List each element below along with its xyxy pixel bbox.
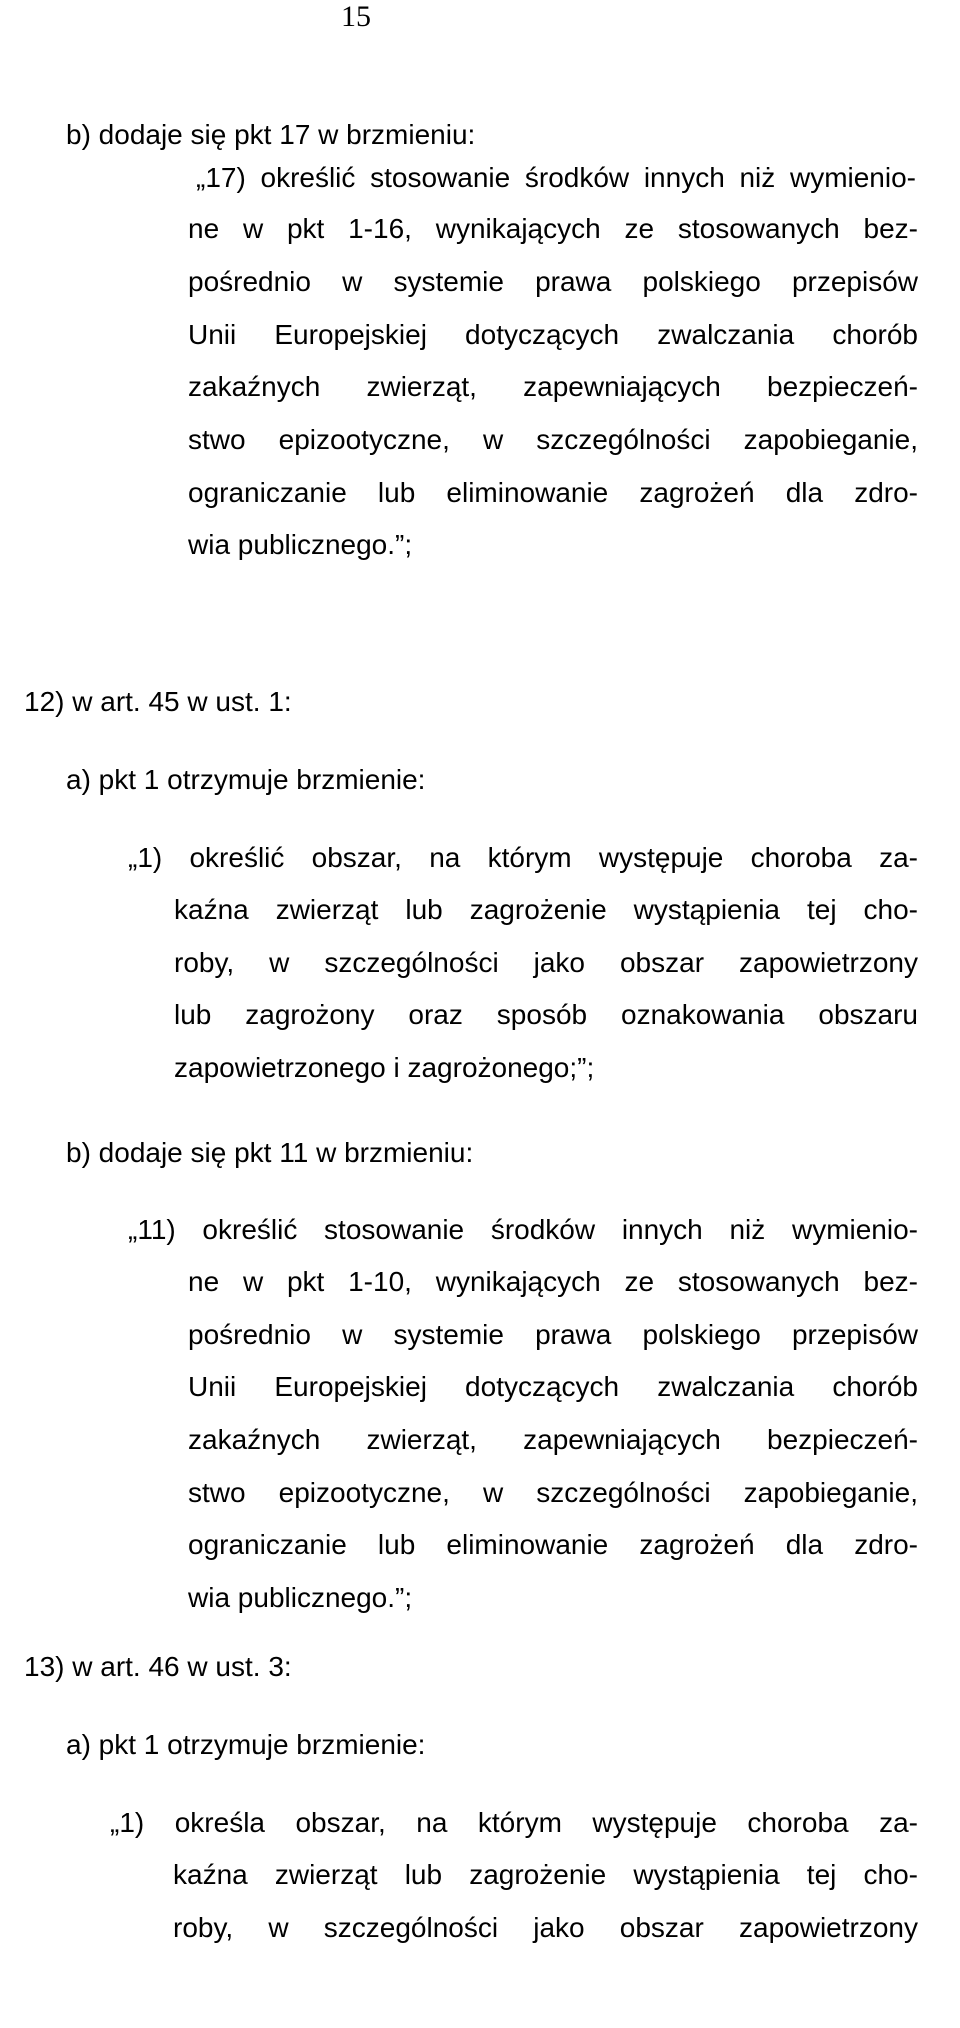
text-line: „1) określić obszar, na którym występuje choroba za- [128,842,918,873]
text-line: lub zagrożony oraz sposób oznakowania obszaru [174,999,918,1030]
text-line: ograniczanie lub eliminowanie zagrożeń dla zdro- [188,1529,918,1560]
text-line: zakaźnych zwierząt, zapewniających bezpieczeń- [188,1424,918,1455]
point-12-a-header: a) pkt 1 otrzymuje brzmienie: [66,764,426,795]
text-line: zakaźnych zwierząt, zapewniających bezpieczeń- [188,371,918,402]
text-line: stwo epizootyczne, w szczególności zapobieganie, [188,1477,918,1508]
text-line: pośrednio w systemie prawa polskiego przepisów [188,1319,918,1350]
text-line: ne w pkt 1-10, wynikających ze stosowanych bez- [188,1266,918,1297]
text-line: Unii Europejskiej dotyczących zwalczania chorób [188,319,918,350]
point-13-header: 13) w art. 46 w ust. 3: [24,1651,292,1682]
point-13-a-header: a) pkt 1 otrzymuje brzmienie: [66,1729,426,1760]
text-line: pośrednio w systemie prawa polskiego przepisów [188,266,918,297]
text-line: Unii Europejskiej dotyczących zwalczania chorób [188,1371,918,1402]
section-b-pkt17-header: b) dodaje się pkt 17 w brzmieniu: [66,119,476,150]
text-line: kaźna zwierząt lub zagrożenie wystąpienia tej cho- [174,894,918,925]
point-12-header: 12) w art. 45 w ust. 1: [24,686,292,717]
text-line: ograniczanie lub eliminowanie zagrożeń dla zdro- [188,477,918,508]
text-line: roby, w szczególności jako obszar zapowietrzony [173,1912,918,1943]
text-line: ne w pkt 1-16, wynikających ze stosowanych bez- [188,213,918,244]
text-line: „17) określić stosowanie środków innych niż wymienio- [196,162,916,193]
point-12-b-header: b) dodaje się pkt 11 w brzmieniu: [66,1137,474,1168]
text-line: „1) określa obszar, na którym występuje choroba za- [110,1807,918,1838]
text-line: „11) określić stosowanie środków innych niż wymienio- [128,1214,918,1245]
text-line: stwo epizootyczne, w szczególności zapobieganie, [188,424,918,455]
text-line: zapowietrzonego i zagrożonego;”; [174,1052,595,1083]
text-line: wia publicznego.”; [188,1582,413,1613]
text-line: wia publicznego.”; [188,529,413,560]
text-line: kaźna zwierząt lub zagrożenie wystąpienia tej cho- [173,1859,918,1890]
text-line: roby, w szczególności jako obszar zapowietrzony [174,947,918,978]
page-number: 15 [341,0,371,33]
